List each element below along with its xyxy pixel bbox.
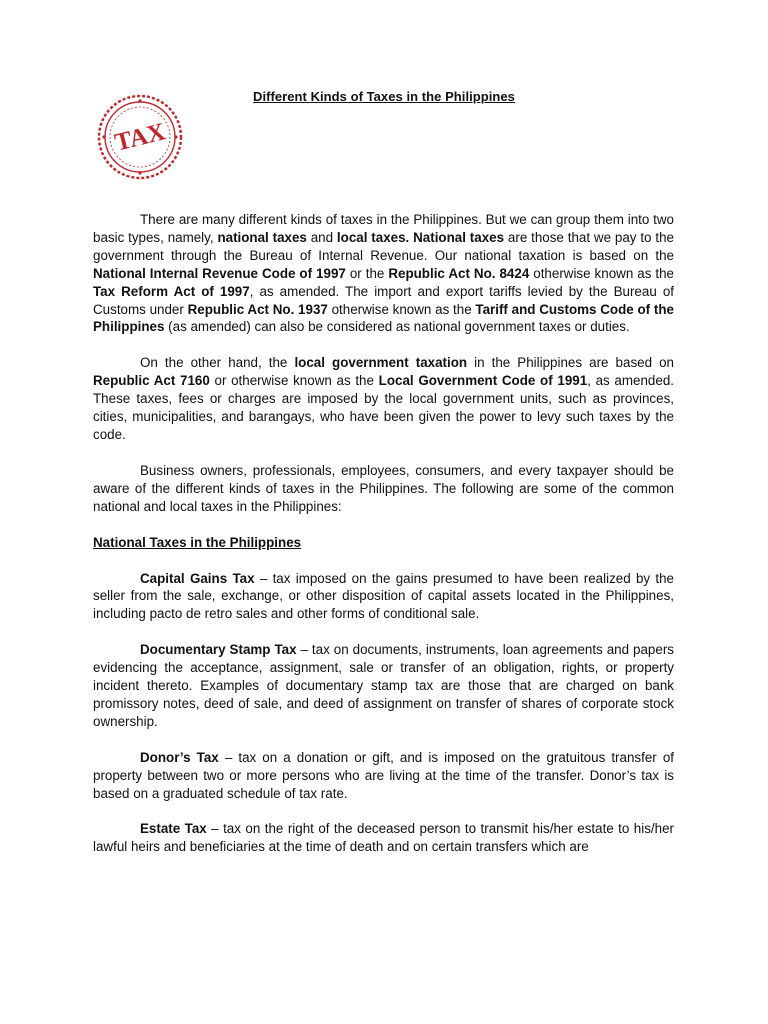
intro-paragraph: There are many different kinds of taxes in the Philippines. But we can group them into two basic types, namely, national taxes and local taxes. National taxes are those that we pay to the government through the Bureau of Internal Revenue. Our national taxation is based on the National Internal Revenue Code of 1997 or the Republic Act No. 8424 otherwise known as the Tax Reform Act of 1997, as amended. The import and export tariffs levied by the Bureau of Customs under Republic Act No. 1937 otherwise known as the Tariff and Customs Code of the Philippines (as amended) can also be considered as national government taxes or duties. <box>93 212 675 335</box>
tax-stamp-icon <box>92 92 188 182</box>
tax-item-capital-gains: Capital Gains Tax – tax imposed on the gains presumed to have been realized by the seller from the sale, exchange, or other disposition of capital assets located in the Philippines, including pacto de retro sales and other forms of conditional sale. <box>93 570 675 622</box>
tax-item-donors: Donor’s Tax – tax on a donation or gift, and is imposed on the gratuitous transfer of property between two or more persons who are living at the time of the transfer. Donor’s tax is based on a graduated schedule of tax rate. <box>93 749 674 801</box>
document-title: Different Kinds of Taxes in the Philippines <box>253 89 515 104</box>
tax-item-documentary-stamp: Documentary Stamp Tax – tax on documents, instruments, loan agreements and papers evidencing the acceptance, assignment, sale or transfer of an obligation, rights, or property incident thereto. Examples of documentary stamp tax are those that are charged on bank promissory notes, deed of sale, and deed of assignment on transfer of shares of corporate stock ownership. <box>93 642 674 729</box>
document-body <box>93 211 674 874</box>
local-taxation-paragraph: On the other hand, the local government taxation in the Philippines are based on Republic Act 7160 or otherwise known as the Local Government Code of 1991, as amended. These taxes, fees or charges are imposed by the local government units, such as provinces, cities, municipalities, and barangays, who have been given the power to levy such taxes by the code. <box>93 355 674 442</box>
tax-item-estate: Estate Tax – tax on the right of the deceased person to transmit his/her estate to his/her lawful heirs and beneficiaries at the time of death and on certain transfers which are <box>93 821 674 855</box>
stamp-text: TAX <box>112 118 169 157</box>
awareness-paragraph: Business owners, professionals, employees, consumers, and every taxpayer should be aware of the different kinds of taxes in the Philippines. The following are some of the common national and local taxes in the Philippines: <box>93 462 674 514</box>
national-taxes-heading: National Taxes in the Philippines <box>93 534 302 550</box>
